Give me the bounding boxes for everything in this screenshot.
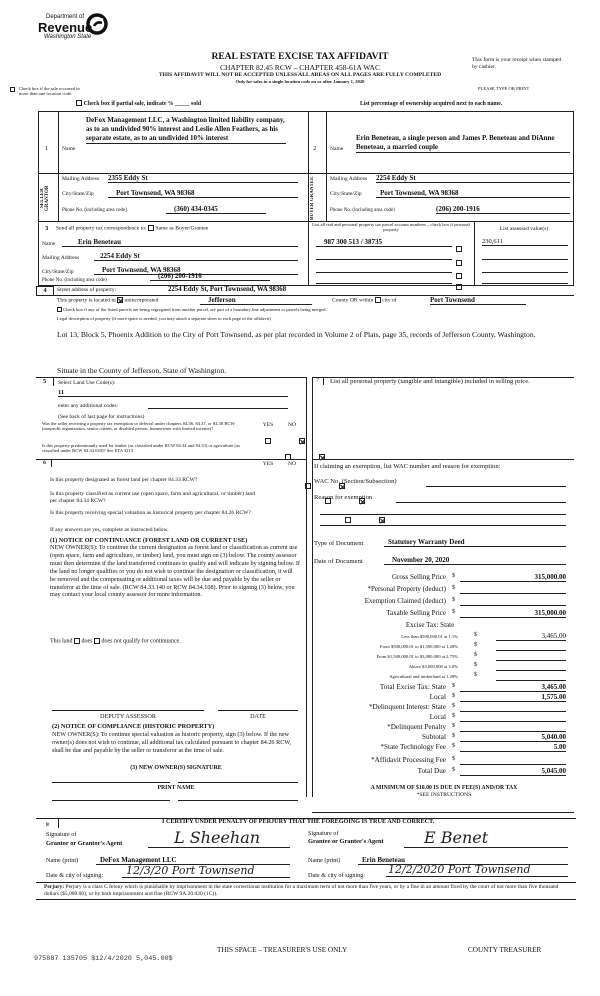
corr-phone-label: Phone No. (including area code) [42,278,107,283]
s6-q1-yes-checkbox[interactable] [305,483,311,489]
bracket-label: From $500,000.01 to $1,500,000 at 1.28% [379,644,458,649]
logo-state-text: Washington State [44,34,92,40]
county-value: Jefferson [200,296,312,305]
corr-mailing-value: 2254 Eddy St [94,252,298,261]
notice2-body: NEW OWNER(S): To continue special valuation as historic property, sign (3) below. If the new owner(s) does not wish to continue, all additional tax calculated pursuant to chapter 84.26 RCW, shall be due and payable by the seller or transferor at the time of sale. [52,731,292,754]
dollar-sign: $ [474,672,477,678]
print-name-label: PRINT NAME [157,785,195,791]
s6-q3: Is this property receiving special valuation as historical property per chapter 84.26 RCW? [50,510,251,516]
segregated-label: Check box if any of the listed parcels are being segregated from another parcel, are part of a boundary line adjustment or parcels being merged. [63,307,327,312]
dollar-sign: $ [452,767,455,773]
tax-label: *Personal Property (deduct) [367,585,446,593]
bracket-value [496,672,566,681]
total-value: 5,045.00 [460,767,566,776]
grantee-name-value: Erin Beneteau [358,856,568,865]
corr-city-label: City/State/Zip [42,269,74,275]
buyer-grantee-label: BUYER GRANTEE [310,176,315,220]
personal-property-checkbox[interactable] [456,284,462,290]
if-yes-note: If any answers are yes, complete as instructed below. [50,527,169,533]
multi-location-label: Check box if the sale occurred in more than one location code. [19,86,80,97]
property-section-num: 4 [36,286,54,296]
seller-city-value: Port Townsend, WA 98368 [108,189,298,198]
tax-label: Taxable Selling Price [386,609,446,617]
total-value: 5.00 [460,743,566,752]
parcel-number [316,276,452,284]
seller-section-num: 1 [45,145,49,152]
partial-sale-row [76,100,201,109]
total-label: *Delinquent Interest: State [368,703,446,711]
dollar-sign: $ [452,585,455,591]
reason-input[interactable] [396,496,566,503]
bracket-label: From $1,500,000.01 to $3,000,000 at 2.75% [376,654,458,659]
assessed-value [482,252,568,260]
personal-property-label: List all personal property (tangible and intangible) included in selling price. [330,378,530,385]
wac-input[interactable] [426,480,566,487]
grantor-name-label: Name (print) [46,857,79,864]
minimum-due-note: A MINIMUM OF $10.00 IS DUE IN FEE(S) AND/OR TAX [370,785,518,791]
tax-row-gross [314,573,568,584]
tax-value: 315,000.00 [460,609,566,618]
county-treasurer-label: COUNTY TREASURER [468,946,542,954]
total-value: 1,575.00 [460,693,566,702]
continuance-row [50,638,181,645]
multi-location-row [10,86,110,97]
land-use-instructions: (See back of last page for instructions) [58,414,145,420]
corr-phone-value: (206) 200-1916 [150,272,270,281]
dollar-sign: $ [474,642,477,648]
excise-tax-label: Excise Tax: State [405,621,455,629]
notice1-title: (1) NOTICE OF CONTINUANCE (FOREST LAND OR CURRENT USE) [50,537,248,544]
s6-no-header: NO [287,461,297,467]
total-row-subtotal [314,733,568,743]
land-use-q2: Is this property predominantly used for timber (as classified under RCW 84.34 and 84.33) or agriculture (as classified under RCW 84.34.020)? See ETA 3215 [42,443,240,454]
no-header: NO [287,422,297,428]
total-value: 5,040.00 [460,733,566,742]
assessed-header: List assessed value(s) [499,226,549,232]
exemption-label: If claiming an exemption, list WAC number and reason for exemption: [314,463,501,470]
tax-value [460,597,566,606]
section7-num: 7 [312,378,324,385]
bracket-row-4 [314,662,568,672]
reason-input-3[interactable] [320,519,566,526]
wac-label: WAC No. (Section/Subsection) [314,478,397,485]
buyer-mailing-value: 2254 Eddy St [376,174,570,183]
dollar-sign: $ [452,723,455,729]
seller-name-value: DeFox Management LLC, a Washington limited liability company, as to an undivided 90% interest and Leslie Allen Feathers, as his separate estate, as to an undivided 10% interest [86,116,285,142]
tax-label: Exemption Claimed (deduct) [364,597,446,605]
assessed-value: 230,611 [482,238,568,246]
reason-label: Reason for exemption [314,494,373,501]
dollar-sign: $ [474,632,477,638]
q1-yes-checkbox[interactable] [265,438,271,444]
total-label: Total Excise Tax: State [379,683,446,691]
land-use-q1: Was the seller receiving a property tax exemption or deferral under chapters 84.36, 84.37, or 84.38 RCW (nonprofit organization, senior citizen, or disabled person, homeowner with limited income)? [42,421,235,432]
grantor-signature[interactable]: L Sheehan [148,828,290,848]
street-label: Street address of property: [57,287,117,293]
corr-mailing-label: Mailing Address [42,255,80,261]
this-land-label: This land [50,638,73,645]
seller-mailing-value: 2355 Eddy St [108,174,298,183]
receipt-note: This form is your receipt when stamped by cashier. [472,57,562,70]
treasurer-use-label: THIS SPACE – TREASURER'S USE ONLY [217,946,348,954]
tax-row-exemption [314,597,568,608]
total-label: *Affidavit Processing Fee [371,756,446,764]
parcel-row-1 [316,238,572,250]
does-not-checkbox[interactable] [94,638,100,644]
section8-num: 8 [46,822,49,828]
city-value: Port Townsend [430,296,526,305]
tax-label: Gross Selling Price [391,573,446,581]
tax-row-personal [314,585,568,596]
doc-type-value: Statutory Warranty Deed [384,538,566,547]
dollar-sign: $ [452,573,455,579]
ownership-note: List percentage of ownership acquired next to each name. [360,101,503,107]
total-label: Subtotal [422,733,446,741]
total-row-state [314,683,568,693]
segregated-checkbox[interactable] [57,307,62,312]
perjury-label: Perjury: [44,884,65,890]
bracket-label: Agricultural and timberland at 1.28% [389,674,458,679]
seller-phone-value: (360) 434-0345 [166,205,266,214]
notice2-title: (2) NOTICE OF COMPLIANCE (HISTORIC PROPERTY) [52,723,215,730]
total-label: *State Technology Fee [380,743,446,751]
dollar-sign: $ [452,733,455,739]
tax-value [460,585,566,594]
correspondence-row [56,225,208,232]
partial-sale-checkbox[interactable] [76,100,82,106]
grantee-signature[interactable]: E Benet [404,828,568,848]
county-or-row [332,297,397,304]
located-row [57,297,158,304]
legal-label: Legal description of property (if more space is needed, you may attach a separate sheet to each page of the affidavit) [57,316,271,321]
dor-logo-icon [86,12,108,36]
total-row-local [314,693,568,703]
grantee-sig-label-2: Grantee or Grantee's Agent [308,838,384,845]
bracket-value [496,642,566,651]
bracket-value [496,652,566,661]
s6-yes-header: YES [262,461,274,467]
total-label: *Delinquent Penalty [387,723,446,731]
date-label: DATE [250,713,266,720]
form-subtitle: CHAPTER 82.45 RCW – CHAPTER 458-61A WAC [220,63,380,72]
does-not-label: does not qualify for continuance. [101,638,181,645]
buyer-phone-value: (206) 200-1916 [436,205,570,214]
unincorporated-checkbox[interactable] [117,297,123,303]
buyer-name-label: Name [330,146,344,152]
dollar-sign: $ [452,693,455,699]
dollar-sign: $ [452,609,455,615]
type-or-print: PLEASE TYPE OR PRINT [478,86,530,91]
legal-description-1: Lot 13, Block 5, Phoenix Addition to the City of Port Townsend, as per plat recorded in Volume 2 of Plats, page 35, records of Jefferson County, Washington. [57,330,536,339]
total-label: Local [429,693,446,701]
bracket-label: Less than $500,000.01 at 1.1% [401,634,458,639]
partial-sale-label: Check box if partial sale, indicate % _____ sold [83,101,202,107]
dollar-sign: $ [452,713,455,719]
unincorporated-label: unincorporated [124,297,159,304]
form-note: Only for sales in a single location code on or after January 1, 2020 [235,79,365,84]
seller-grantor-label: SELLER GRANTOR [40,185,50,211]
buyer-section-num: 2 [313,145,317,152]
corr-name-label: Name [42,241,56,247]
total-label: Local [429,713,446,721]
corr-city-value: Port Townsend, WA 98368 [94,266,298,275]
buyer-name-value: Erin Beneteau, a single person and James P. Beneteau and DiAnne Beneteau, a married couple [356,134,570,153]
deputy-assessor-label: DEPUTY ASSESSOR [100,713,156,720]
form-warning: THIS AFFIDAVIT WILL NOT BE ACCEPTED UNLESS ALL AREAS ON ALL PAGES ARE FULLY COMPLETED [158,72,442,78]
dor-logo [38,12,108,44]
additional-codes-label: enter any additional codes: [58,403,119,409]
total-row-delinquent-penalty [314,723,568,733]
perjury-text: Perjury is a class C felony which is punishable by imprisonment in the state correctional institution for a maximum term of not more than five years, or by a fine in an amount fixed by the court of not more than five thousand dollars ($5,000.00), or by both imprisonment and fine (RCW 9A.20.020 (1C)). [44,884,559,897]
corr-name-value: Erin Beneteau [62,238,298,247]
does-checkbox[interactable] [74,638,80,644]
grantor-date-value[interactable]: 12/3/20 Port Townsend [122,864,290,878]
bracket-row-1 [314,632,568,642]
seller-phone-label: Phone No. (including area code) [62,208,127,213]
segregated-row [57,307,567,312]
seller-name-label: Name [62,146,76,152]
grantor-name-value: DeFox Management LLC [96,856,290,865]
grantee-date-label: Date & city of signing: [308,872,366,879]
yes-header: YES [262,422,274,428]
buyer-city-label: City/State/Zip [330,191,362,197]
logo-revenue-text: Revenue [38,20,93,35]
total-value [460,713,566,722]
parcel-number: 987 300 513 / 38735 [316,238,452,247]
additional-codes-input[interactable] [148,402,288,409]
land-use-section-num: 5 [36,378,54,386]
bracket-row-2 [314,642,568,652]
tax-row-taxable [314,609,568,620]
parcel-number [316,265,452,273]
buyer-city-value: Port Townsend, WA 98368 [376,189,570,198]
parcel-number [316,252,452,260]
total-value [460,703,566,712]
parcel-row-2 [316,252,572,264]
street-value: 2254 Eddy St, Port Townsend, WA 98368 [168,286,287,293]
legal-description-2: Situate in the County of Jefferson, State of Washington. [57,366,227,375]
same-as-buyer-checkbox[interactable] [148,225,154,231]
grantor-sig-label-1: Signature of [46,831,77,838]
total-row-affidavit-fee [314,756,568,766]
q1-no-checkbox[interactable] [299,438,305,444]
dollar-sign: $ [452,703,455,709]
bracket-value: 3,465.00 [496,632,566,641]
certify-statement: I CERTIFY UNDER PENALTY OF PERJURY THAT THE FOREGOING IS TRUE AND CORRECT. [162,818,435,825]
dollar-sign: $ [452,756,455,762]
treasurer-stamp: 975887 135705 $12/4/2020 5,045.00$ [34,955,173,963]
total-row-delinquent-interest-state [314,703,568,713]
assessed-value [482,276,568,284]
notice1-body: NEW OWNER(S): To continue the current designation as forest land or classification as current use (open space, farm and agriculture, or timber) land, you must sign on (3) below. The county assessor must then determine if the land transferred continues to qualify and will indicate by signing below. If the land no longer qualifies or you do not wish to continue the designation or classification, it will be removed and the compensating or additional taxes will be due and payable by the seller or transferor at the time of sale. (RCW 84.33.140 or RCW 84.34.108). Prior to signing (3) below, you may contact your local county assessor for more information. [50,544,300,599]
located-label: This property is located in [57,297,116,304]
tax-value: 315,000.00 [460,573,566,582]
total-row-total-due [314,767,568,777]
grantor-date-label: Date & city of signing: [46,872,104,879]
dollar-sign: $ [452,683,455,689]
total-row-tech-fee [314,743,568,753]
total-label: Total Due [417,767,446,775]
total-row-delinquent-interest-local [314,713,568,723]
doc-type-label: Type of Document [314,540,364,547]
assessed-value [482,265,568,273]
doc-date-value: November 20, 2020 [384,556,566,565]
correspondence-section-num: 3 [45,225,49,232]
bracket-value [496,662,566,671]
section6-num: 6 [38,460,52,467]
does-label: does [81,638,93,645]
reason-input-2[interactable] [320,508,566,515]
form-title: REAL ESTATE EXCISE TAX AFFIDAVIT [211,52,389,62]
see-instructions-note: *SEE INSTRUCTIONS [416,792,472,798]
same-as-buyer-label: Same as Buyer/Grantee [155,225,209,232]
buyer-mailing-label: Mailing Address [330,176,368,182]
bracket-row-5 [314,672,568,682]
seller-city-label: City/State/Zip [62,191,94,197]
total-value [460,723,566,732]
total-value [460,756,566,765]
perjury-note [44,884,572,898]
dollar-sign: $ [452,743,455,749]
correspondence-label: Send all property tax correspondence to: [56,225,147,232]
dollar-sign: $ [452,597,455,603]
bracket-row-3 [314,652,568,662]
dollar-sign: $ [474,652,477,658]
grantee-date-value[interactable]: 12/2/2020 Port Townsend [386,863,568,877]
land-use-code: 11 [58,389,288,397]
seller-mailing-label: Mailing Address [62,176,100,182]
city-checkbox[interactable] [375,297,381,303]
logo-dept-text: Department of [46,14,85,20]
parcels-header: List all real and personal property tax parcel account numbers – check box if personal property [312,222,470,233]
dollar-sign: $ [474,662,477,668]
new-owner-signature-label: (3) NEW OWNER(S) SIGNATURE [130,765,222,771]
county-or-label: County OR within [332,297,374,304]
grantee-sig-label-1: Signature of [308,830,339,837]
total-value: 3,465.00 [460,683,566,692]
parcel-row-4 [316,276,572,286]
s6-q2: Is this property classified as current use (open space, farm and agricultural, or timber) land per chapter 84.34 RCW? [50,491,255,504]
s6-q1: Is this property designated as forest land per chapter 84.33 RCW? [50,477,198,483]
buyer-phone-label: Phone No. (including area code) [330,208,395,213]
city-of-label: city of [382,297,397,304]
bracket-label: Above $3,000,000 at 3.0% [408,664,458,669]
multi-location-checkbox[interactable] [10,87,15,92]
land-use-label: Select Land Use Code(s): [58,380,116,386]
doc-date-label: Date of Document [314,558,363,565]
grantor-sig-label-2: Grantor or Grantor's Agent [46,840,123,847]
grantee-name-label: Name (print) [308,857,341,864]
